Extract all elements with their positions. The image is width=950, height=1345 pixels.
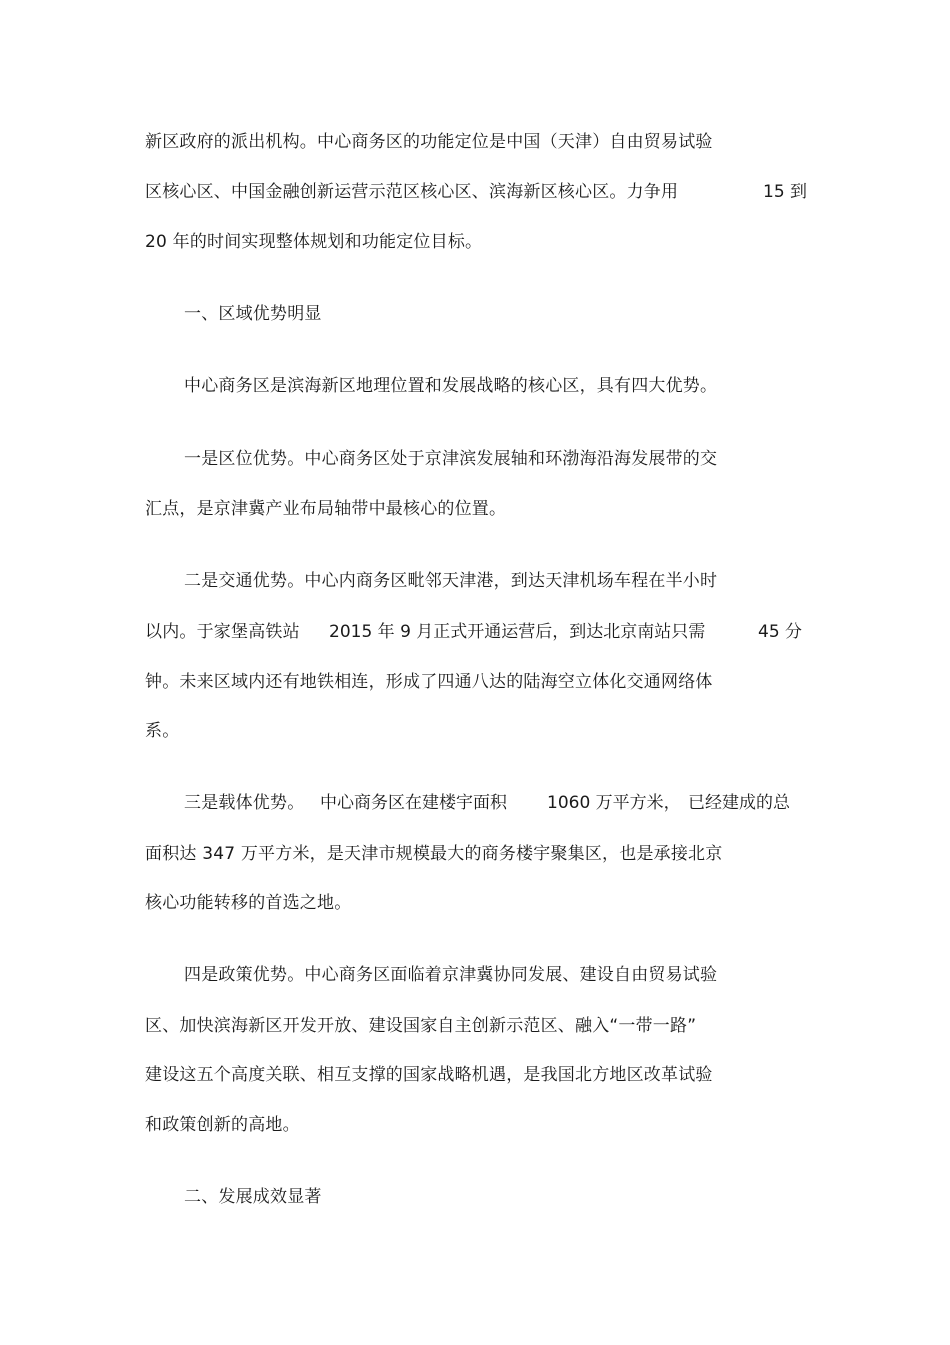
paragraph-5-line-1b: 中心商务区在建楼宇面积 (320, 793, 507, 813)
paragraph-4-line-3: 钟。未来区域内还有地铁相连，形成了四通八达的陆海空立体化交通网络体 (145, 672, 713, 692)
paragraph-1-line-2: 区核心区、中国金融创新运营示范区核心区、滨海新区核心区。力争用 (145, 182, 679, 202)
section-heading-1: 一、区域优势明显 (184, 304, 322, 324)
paragraph-5-line-2: 面积达 347 万平方米，是天津市规模最大的商务楼宇聚集区，也是承接北京 (145, 844, 723, 864)
paragraph-1-line-2-number: 15 到 (763, 182, 808, 202)
paragraph-5-line-3: 核心功能转移的首选之地。 (145, 893, 352, 913)
paragraph-6-line-3: 建设这五个高度关联、相互支撑的国家战略机遇，是我国北方地区改革试验 (145, 1065, 713, 1085)
paragraph-6-line-2: 区、加快滨海新区开发开放、建设国家自主创新示范区、融入“一带一路” (145, 1016, 697, 1036)
paragraph-2: 中心商务区是滨海新区地理位置和发展战略的核心区，具有四大优势。 (184, 376, 718, 396)
paragraph-4-line-2b: 2015 年 9 月正式开通运营后，到达北京南站只需 (329, 622, 706, 642)
paragraph-4-line-2a: 以内。于家堡高铁站 (145, 622, 300, 642)
paragraph-6-line-1: 四是政策优势。中心商务区面临着京津冀协同发展、建设自由贸易试验 (184, 965, 718, 985)
paragraph-5-line-1a: 三是载体优势。 (184, 793, 305, 813)
paragraph-6-line-4: 和政策创新的高地。 (145, 1115, 300, 1135)
paragraph-3-line-1: 一是区位优势。中心商务区处于京津滨发展轴和环渤海沿海发展带的交 (184, 449, 718, 469)
paragraph-5-line-1d: 已经建成的总 (688, 793, 790, 813)
paragraph-4-line-4: 系。 (145, 721, 180, 741)
paragraph-1-line-3: 20 年的时间实现整体规划和功能定位目标。 (145, 232, 483, 252)
section-heading-2: 二、发展成效显著 (184, 1187, 322, 1207)
paragraph-3-line-2: 汇点，是京津冀产业布局轴带中最核心的位置。 (145, 499, 507, 519)
paragraph-1-line-1: 新区政府的派出机构。中心商务区的功能定位是中国（天津）自由贸易试验 (145, 132, 713, 152)
paragraph-5-line-1c: 1060 万平方米， (547, 793, 681, 813)
paragraph-4-line-2c: 45 分 (758, 622, 803, 642)
paragraph-4-line-1: 二是交通优势。中心内商务区毗邻天津港，到达天津机场车程在半小时 (184, 571, 718, 591)
